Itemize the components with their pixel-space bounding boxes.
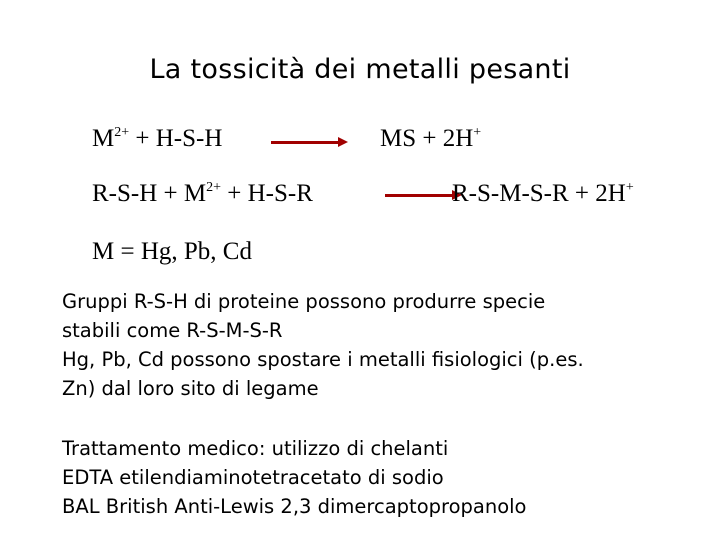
reaction2-products <box>452 181 634 206</box>
metals-line: M = Hg, Pb, Cd <box>92 238 252 265</box>
reaction1-metal: M <box>92 125 115 152</box>
paragraph-line: Trattamento medico: utilizzo di chelanti <box>62 437 449 460</box>
reaction2-product-text: R-S-M-S-R + 2H <box>452 180 626 207</box>
reaction2-reactants <box>92 181 313 206</box>
reaction1-metal-charge: 2+ <box>114 125 130 140</box>
reaction2-reactant-pre: R-S-H + M <box>92 180 207 207</box>
paragraph-line: Hg, Pb, Cd possono spostare i metalli fisiologici (p.es. <box>62 348 584 371</box>
protein-binding-paragraph <box>62 287 584 403</box>
paragraph-line: stabili come R-S-M-S-R <box>62 319 283 342</box>
reaction1-reactant-rest: + H-S-H <box>129 125 223 152</box>
treatment-paragraph <box>62 434 527 521</box>
reaction1-arrow-icon <box>271 141 339 144</box>
paragraph-line: BAL British Anti-Lewis 2,3 dimercaptopropanolo <box>62 495 527 518</box>
reaction1-products <box>380 126 481 151</box>
paragraph-line: Zn) dal loro sito di legame <box>62 377 319 400</box>
reaction2-arrow-icon <box>385 194 453 197</box>
paragraph-line: EDTA etilendiaminotetracetato di sodio <box>62 466 444 489</box>
reaction1-product-text: MS + 2H <box>380 125 474 152</box>
reaction1-product-charge: + <box>473 125 482 140</box>
reaction2-product-charge: + <box>625 180 634 195</box>
slide-title: La tossicità dei metalli pesanti <box>149 54 571 85</box>
reaction2-reactant-rest: + H-S-R <box>221 180 313 207</box>
reaction1-reactants <box>92 126 222 151</box>
reaction2-metal-charge: 2+ <box>206 180 222 195</box>
paragraph-line: Gruppi R-S-H di proteine possono produrre specie <box>62 290 546 313</box>
